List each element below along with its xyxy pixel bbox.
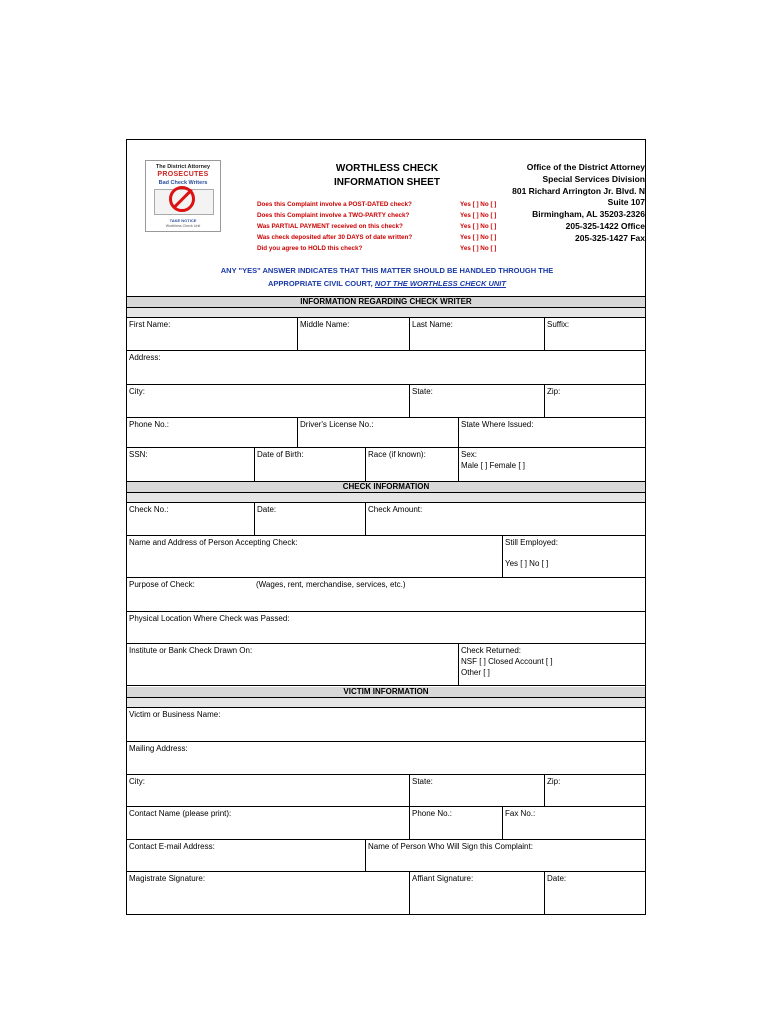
purpose-hint: (Wages, rent, merchandise, services, etc.) xyxy=(256,580,406,589)
suffix-label: Suffix: xyxy=(547,320,570,329)
accepting-row xyxy=(127,535,645,577)
question-two-party: Does this Complaint involve a TWO-PARTY check? xyxy=(257,212,410,219)
victim-name-row xyxy=(127,707,645,741)
race-label: Race (if known): xyxy=(368,450,426,459)
affiant-signature-field[interactable] xyxy=(409,871,544,914)
title-line1: WORTHLESS CHECK xyxy=(335,163,439,174)
logo-line2: PROSECUTES xyxy=(157,171,209,178)
question-30-days: Was check deposited after 30 DAYS of date written? xyxy=(257,234,413,241)
question-partial-payment: Was PARTIAL PAYMENT received on this check? xyxy=(257,223,403,230)
still-employed-field[interactable] xyxy=(502,535,645,577)
victim-section-title: VICTIM INFORMATION xyxy=(343,687,429,696)
dob-label: Date of Birth: xyxy=(257,450,304,459)
victim-city-label: City: xyxy=(129,777,145,786)
bank-label: Institute or Bank Check Drawn On: xyxy=(129,646,253,655)
answer-post-dated[interactable]: Yes [ ] No [ ] xyxy=(460,201,497,208)
office-line: Birmingham, AL 35203-2326 xyxy=(532,209,645,220)
fax-label: Fax No.: xyxy=(505,809,536,818)
check-amount-label: Check Amount: xyxy=(368,505,423,514)
check-no-label: Check No.: xyxy=(129,505,169,514)
city-field[interactable] xyxy=(127,384,409,417)
last-name-label: Last Name: xyxy=(412,320,453,329)
no-bad-checks-icon xyxy=(169,186,195,212)
signature-date-label: Date: xyxy=(547,874,567,883)
contact-email-field[interactable] xyxy=(127,839,365,871)
first-name-field[interactable] xyxy=(127,317,297,350)
purpose-field[interactable] xyxy=(127,577,645,611)
victim-phone-field[interactable] xyxy=(409,806,502,839)
purpose-label: Purpose of Check: xyxy=(129,580,195,589)
answer-partial-payment[interactable]: Yes [ ] No [ ] xyxy=(460,223,497,230)
office-line: Office of the District Attorney xyxy=(526,162,645,172)
signer-field[interactable] xyxy=(365,839,645,871)
mailing-address-field[interactable] xyxy=(127,741,645,774)
logo-line3: Bad Check Writers xyxy=(158,180,208,186)
state-field[interactable] xyxy=(409,384,544,417)
middle-name-label: Middle Name: xyxy=(300,320,350,329)
logo-line4: TAKE NOTICE xyxy=(169,218,197,223)
notice-line2-plain: APPROPRIATE CIVIL COURT, xyxy=(268,278,375,288)
signature-date-field[interactable] xyxy=(544,871,645,914)
state-label: State: xyxy=(412,387,433,396)
drivers-license-label: Driver's License No.: xyxy=(300,420,374,429)
victim-section-spacer xyxy=(127,698,645,707)
form-page xyxy=(126,139,646,915)
writer-section-title: INFORMATION REGARDING CHECK WRITER xyxy=(300,297,472,306)
victim-city-field[interactable] xyxy=(127,774,409,806)
address-row xyxy=(127,350,645,384)
civil-court-notice xyxy=(127,265,647,290)
office-line: 205-325-1422 Office xyxy=(565,220,645,231)
location-row xyxy=(127,611,645,643)
city-label: City: xyxy=(129,387,145,396)
victim-name-label: Victim or Business Name: xyxy=(129,710,221,719)
phone-field[interactable] xyxy=(127,417,297,447)
contact-name-label: Contact Name (please print): xyxy=(129,809,232,818)
check-section-title: CHECK INFORMATION xyxy=(342,482,430,491)
check-returned-other[interactable]: Other [ ] xyxy=(461,668,490,677)
magistrate-signature-label: Magistrate Signature: xyxy=(129,874,206,883)
state-issued-label: State Where Issued: xyxy=(461,420,534,429)
ssn-field[interactable] xyxy=(127,447,254,481)
sex-field[interactable] xyxy=(458,447,645,481)
zip-label: Zip: xyxy=(547,387,561,396)
mailing-address-label: Mailing Address: xyxy=(129,744,188,753)
contact-row xyxy=(127,806,645,839)
suffix-field[interactable] xyxy=(544,317,645,350)
check-amount-field[interactable] xyxy=(365,502,645,535)
notice-line1: ANY "YES" ANSWER INDICATES THAT THIS MATTER SHOULD BE HANDLED THROUGH THE xyxy=(220,266,554,275)
drivers-license-field[interactable] xyxy=(297,417,458,447)
location-field[interactable] xyxy=(127,611,645,643)
office-line: Special Services Division xyxy=(542,173,645,184)
check-date-field[interactable] xyxy=(254,502,365,535)
zip-field[interactable] xyxy=(544,384,645,417)
divider xyxy=(127,685,645,686)
victim-phone-label: Phone No.: xyxy=(412,809,453,818)
address-field[interactable] xyxy=(127,350,645,384)
mailing-address-row xyxy=(127,741,645,774)
title-line2: INFORMATION SHEET xyxy=(334,177,440,188)
still-employed-label: Still Employed: xyxy=(505,538,558,547)
accepting-person-label: Name and Address of Person Accepting Check: xyxy=(129,538,298,547)
check-returned-label: Check Returned: xyxy=(461,646,522,655)
sex-label: Sex: xyxy=(461,450,478,459)
notice-line2 xyxy=(127,278,647,291)
writer-section-spacer xyxy=(127,308,645,317)
fax-field[interactable] xyxy=(502,806,645,839)
last-name-field[interactable] xyxy=(409,317,544,350)
check-no-field[interactable] xyxy=(127,502,254,535)
logo-line1: The District Attorney xyxy=(155,164,211,170)
race-field[interactable] xyxy=(365,447,458,481)
first-name-label: First Name: xyxy=(129,320,171,329)
name-row xyxy=(127,317,645,350)
contact-name-field[interactable] xyxy=(127,806,409,839)
check-date-label: Date: xyxy=(257,505,277,514)
phone-label: Phone No.: xyxy=(129,420,170,429)
victim-zip-label: Zip: xyxy=(547,777,561,786)
city-row xyxy=(127,384,645,417)
still-employed-options[interactable]: Yes [ ] No [ ] xyxy=(505,559,549,568)
answer-two-party[interactable]: Yes [ ] No [ ] xyxy=(460,212,497,219)
ssn-row xyxy=(127,447,645,481)
phone-row xyxy=(127,417,645,447)
signer-label: Name of Person Who Will Sign this Complaint: xyxy=(368,842,533,851)
check-returned-field[interactable] xyxy=(458,643,645,685)
logo-line5: Worthless Check Unit xyxy=(165,224,201,228)
victim-city-row xyxy=(127,774,645,806)
contact-email-label: Contact E-mail Address: xyxy=(129,842,215,851)
notice-line2-underlined: NOT THE WORTHLESS CHECK UNIT xyxy=(374,278,506,288)
purpose-row xyxy=(127,577,645,611)
magistrate-signature-field[interactable] xyxy=(127,871,409,914)
check-section-spacer xyxy=(127,493,645,502)
victim-state-field[interactable] xyxy=(409,774,544,806)
office-line: 205-325-1427 Fax xyxy=(575,232,645,243)
location-label: Physical Location Where Check was Passed: xyxy=(129,614,290,623)
dob-field[interactable] xyxy=(254,447,365,481)
sex-options[interactable]: Male [ ] Female [ ] xyxy=(461,461,526,470)
da-logo xyxy=(145,160,221,232)
office-line: 801 Richard Arrington Jr. Blvd. N xyxy=(512,185,645,196)
middle-name-field[interactable] xyxy=(297,317,409,350)
victim-state-label: State: xyxy=(412,777,433,786)
affiant-signature-label: Affiant Signature: xyxy=(412,874,474,883)
victim-name-field[interactable] xyxy=(127,707,645,741)
answer-hold-check[interactable]: Yes [ ] No [ ] xyxy=(460,245,497,252)
office-line: Suite 107 xyxy=(607,197,645,208)
answer-30-days[interactable]: Yes [ ] No [ ] xyxy=(460,234,497,241)
ssn-label: SSN: xyxy=(129,450,148,459)
state-issued-field[interactable] xyxy=(458,417,645,447)
victim-zip-field[interactable] xyxy=(544,774,645,806)
email-row xyxy=(127,839,645,871)
question-hold-check: Did you agree to HOLD this check? xyxy=(257,245,363,252)
check-returned-options[interactable]: NSF [ ] Closed Account [ ] xyxy=(461,657,553,666)
address-label: Address: xyxy=(129,353,161,362)
accepting-person-field[interactable] xyxy=(127,535,502,577)
signature-row xyxy=(127,871,645,914)
bank-row xyxy=(127,643,645,685)
bank-field[interactable] xyxy=(127,643,458,685)
check-row xyxy=(127,502,645,535)
question-post-dated: Does this Complaint involve a POST-DATED check? xyxy=(257,201,412,208)
